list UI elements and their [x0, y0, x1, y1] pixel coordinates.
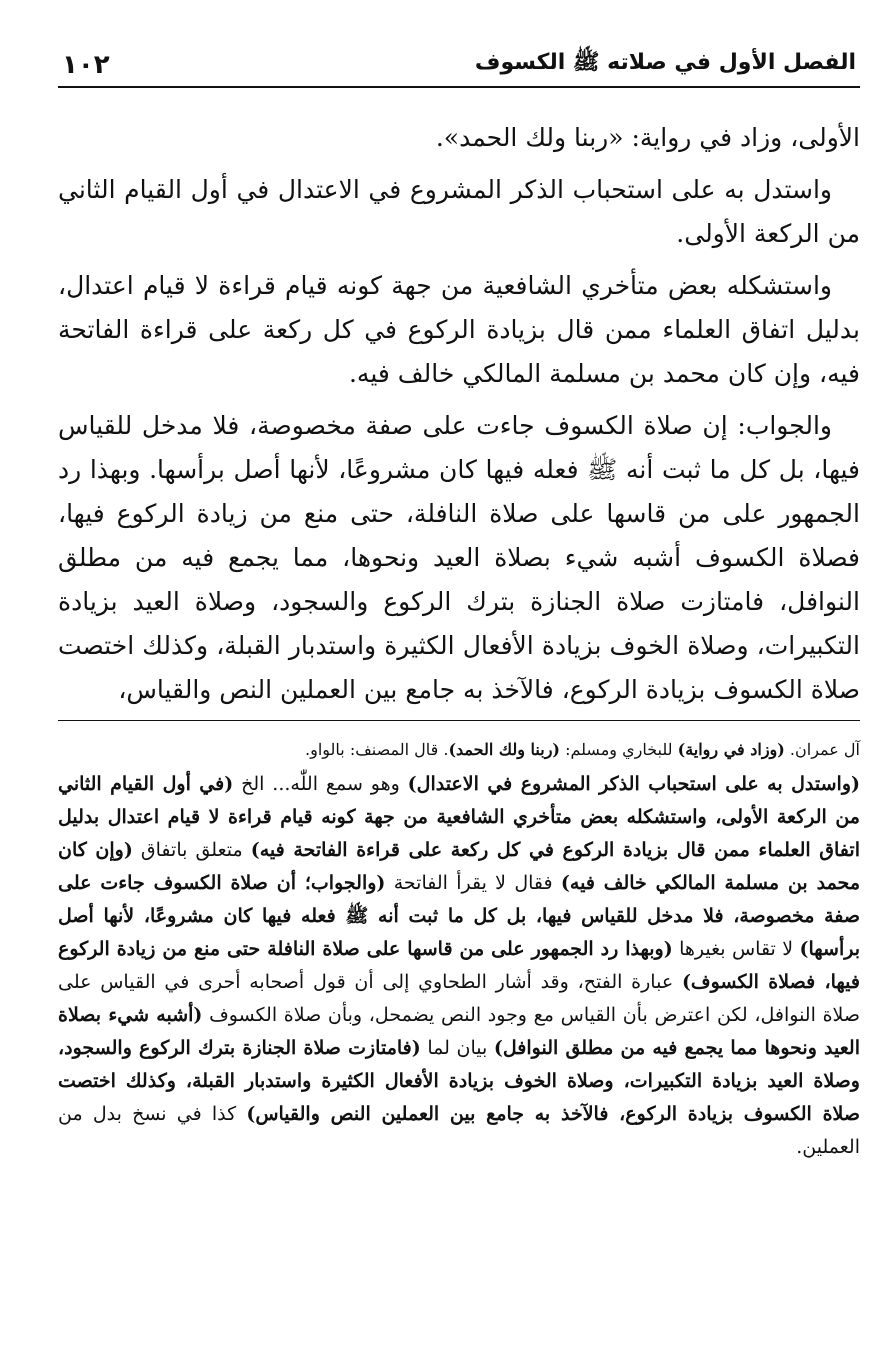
footnote-text: للبخاري ومسلم:	[560, 740, 678, 759]
running-header	[58, 42, 860, 88]
chapter-title: الفصل الأول في صلاته ﷺ الكسوف	[474, 50, 856, 75]
main-paragraph: والجواب: إن صلاة الكسوف جاءت على صفة مخصوصة، فلا مدخل للقياس فيها، بل كل ما ثبت أنه ﷺ فعله فيها كان مشروعًا، لأنها أصل برأسها. وبهذا رد الجمهور على من قاسها على صلاة النافلة، حتى منع من زيادة الركوع فيها، فصلاة الكسوف أشبه شيء بصلاة العيد ونحوها، مما يجمع فيه من مطلق النوافل، فامتازت صلاة الجنازة بترك الركوع والسجود، وصلاة العيد بزيادة التكبيرات، وصلاة الخوف بزيادة الأفعال الكثيرة واستدبار القبلة، وكذلك اختصت صلاة الكسوف بزيادة الركوع، فالآخذ به جامع بين العملين النص والقياس،	[58, 411, 860, 704]
footnote-text: عبارة الفتح، وقد أشار الطحاوي إلى أن قول أصحابه أحرى في القياس على صلاة النوافل، لكن اعترض بأن القياس مع وجود النص يضمحل، وبأن صلاة الكسوف	[58, 971, 860, 1026]
footnote-text: كذا في نسخ بدل من العملين.	[58, 1103, 860, 1158]
main-text	[58, 116, 860, 712]
footnote-quote: (وزاد في رواية)	[677, 740, 785, 759]
footnote-quote: (وإن كان محمد بن مسلمة المالكي خالف فيه)	[58, 839, 860, 894]
main-paragraph: واستدل به على استحباب الذكر المشروع في الاعتدال في أول القيام الثاني من الركعة الأولى.	[58, 175, 860, 248]
footnote-text: آل عمران.	[784, 740, 860, 759]
footnote-quote: (في أول القيام الثاني من الركعة الأولى، واستشكله بعض متأخري الشافعية من جهة كونه قيام قراءة لا قيام اعتدال بدليل اتفاق العلماء ممن قال بزيادة الركوع في كل ركعة على قراءة الفاتحة فيه)	[58, 773, 860, 861]
footnote-quote: (ربنا ولك الحمد)	[448, 740, 560, 759]
footnote-text: لا تقاس بغيرها	[672, 938, 800, 960]
footnote-text: . قال المصنف: بالواو.	[305, 740, 449, 759]
footnote-text: متعلق باتفاق	[132, 839, 251, 861]
main-paragraph: واستشكله بعض متأخري الشافعية من جهة كونه قيام قراءة لا قيام اعتدال، بدليل اتفاق العلماء ممن قال بزيادة الركوع في كل ركعة على قراءة الفاتحة فيه، وإن كان محمد بن مسلمة المالكي خالف فيه.	[58, 271, 860, 388]
footnote-separator	[58, 720, 860, 721]
footnote-text: بيان لما	[420, 1037, 494, 1059]
footnote-quote: (واستدل به على استحباب الذكر المشروع في الاعتدال)	[407, 773, 860, 795]
footnote-text: فقال لا يقرأ الفاتحة	[385, 872, 561, 894]
main-paragraph: الأولى، وزاد في رواية: «ربنا ولك الحمد».	[435, 123, 860, 152]
page-number: ١٠٢	[62, 50, 110, 80]
footnote-quote: (وبهذا رد الجمهور على من قاسها على صلاة النافلة حتى منع من زيادة الركوع فيها، فصلاة الكسوف)	[58, 938, 860, 993]
commentary-footnotes	[58, 733, 860, 1164]
book-page	[58, 42, 860, 1166]
footnote-paragraph	[58, 733, 860, 766]
footnote-quote: (فامتازت صلاة الجنازة بترك الركوع والسجود، وصلاة العيد بزيادة التكبيرات، وصلاة الخوف بزيادة الأفعال الكثيرة واستدبار القبلة، وكذلك اختصت صلاة الكسوف بزيادة الركوع، فالآخذ به جامع بين العملين النص والقياس)	[58, 1037, 861, 1125]
footnote-quote: (والجواب؛ أن صلاة الكسوف جاءت على صفة مخصوصة، فلا مدخل للقياس فيها، بل كل ما ثبت أنه ﷺ فعله فيها كان مشروعًا، لأنها أصل برأسها)	[58, 872, 860, 960]
footnote-text: وهو سمع اللّٰه... الخ	[233, 773, 408, 795]
footnote-paragraph	[58, 768, 860, 1164]
footnote-quote: (أشبه شيء بصلاة العيد ونحوها مما يجمع فيه من مطلق النوافل)	[58, 1004, 860, 1059]
